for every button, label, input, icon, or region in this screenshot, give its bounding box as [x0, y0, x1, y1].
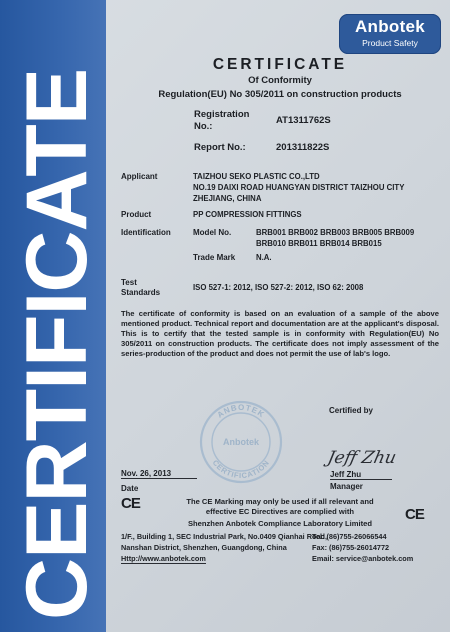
- lab-name: Shenzhen Anbotek Compliance Laboratory Limited: [187, 519, 373, 528]
- applicant-line: ZHEJIANG, CHINA: [193, 194, 262, 203]
- applicant-line: NO.19 DAIXI ROAD HUANGYAN DISTRICT TAIZHOU CITY: [193, 183, 405, 192]
- test-label-2: Standards: [121, 288, 161, 297]
- certificate-subtitle: Of Conformity: [248, 75, 312, 86]
- model-label: Model No.: [193, 228, 232, 237]
- address-line: 1/F., Building 1, SEC Industrial Park, No.0409 Qianhai Road,: [121, 532, 327, 541]
- tel-number: Tel: (86)755-26066544: [312, 532, 387, 541]
- applicant-line: TAIZHOU SEKO PLASTIC CO.,LTD: [193, 172, 320, 181]
- date-label: Date: [121, 484, 139, 493]
- conformity-statement: The certificate of conformity is based on an evaluation of a sample of the above mentioned product. Technical report and documentation are at the applicant's disposal. This is to certify that the tested sample is in conformity with Regulation(EU) No 305/2011 on construction products. The certificate does not imply assessment of the series-production of the product and does not permit the use of lab's logo.: [121, 309, 439, 358]
- fax-number: Fax: (86)755-26014772: [312, 543, 390, 552]
- model-line: BRB010 BRB011 BRB014 BRB015: [256, 239, 382, 248]
- email-address[interactable]: Email: service@anbotek.com: [312, 554, 414, 563]
- product-value: PP COMPRESSION FITTINGS: [193, 210, 302, 219]
- ce-note-line: The CE Marking may only be used if all relevant and: [186, 497, 374, 506]
- side-band-word: CERTIFICATE: [9, 68, 105, 620]
- model-line: BRB001 BRB002 BRB003 BRB005 BRB009: [256, 228, 415, 237]
- trademark-label: Trade Mark: [193, 253, 236, 262]
- report-value: 201311822S: [276, 142, 330, 153]
- logo-name: Anbotek: [354, 17, 426, 36]
- ce-mark-left: CE: [121, 495, 140, 512]
- stamp-bottom-text: CERTIFICATION: [210, 458, 272, 481]
- signer-name: Jeff Zhu: [330, 470, 392, 480]
- website-link[interactable]: Http://www.anbotek.com: [121, 554, 206, 563]
- certificate-title: CERTIFICATE: [212, 56, 348, 73]
- product-label: Product: [121, 210, 152, 219]
- test-label-1: Test: [121, 278, 137, 287]
- registration-label-1: Registration: [194, 109, 250, 120]
- signer-title: Manager: [330, 482, 363, 491]
- certified-by-label: Certified by: [329, 406, 374, 415]
- date-value: Nov. 26, 2013: [121, 469, 197, 479]
- applicant-label: Applicant: [121, 172, 158, 181]
- certification-stamp: [199, 400, 283, 484]
- address-line: Nanshan District, Shenzhen, Guangdong, China: [121, 543, 287, 552]
- trademark-value: N.A.: [256, 253, 272, 262]
- identification-label: Identification: [121, 228, 171, 237]
- stamp-center-text: Anbotek: [223, 437, 259, 447]
- ce-mark-right: CE: [405, 506, 424, 523]
- test-standards-value: ISO 527-1: 2012, ISO 527-2: 2012, ISO 62: 2008: [193, 283, 364, 292]
- logo-tagline: Product Safety: [362, 38, 418, 48]
- signature: [325, 443, 398, 469]
- registration-value: AT1311762S: [276, 115, 331, 126]
- report-label: Report No.:: [194, 142, 246, 153]
- signature-text: Jeff Zhu: [325, 448, 398, 468]
- regulation-line: Regulation(EU) No 305/2011 on construction products: [158, 89, 402, 100]
- stamp-top-text: ANBOTEK: [215, 402, 267, 420]
- ce-note-line: effective EC Directives are complied with: [205, 507, 355, 516]
- registration-label-2: No.:: [194, 121, 213, 132]
